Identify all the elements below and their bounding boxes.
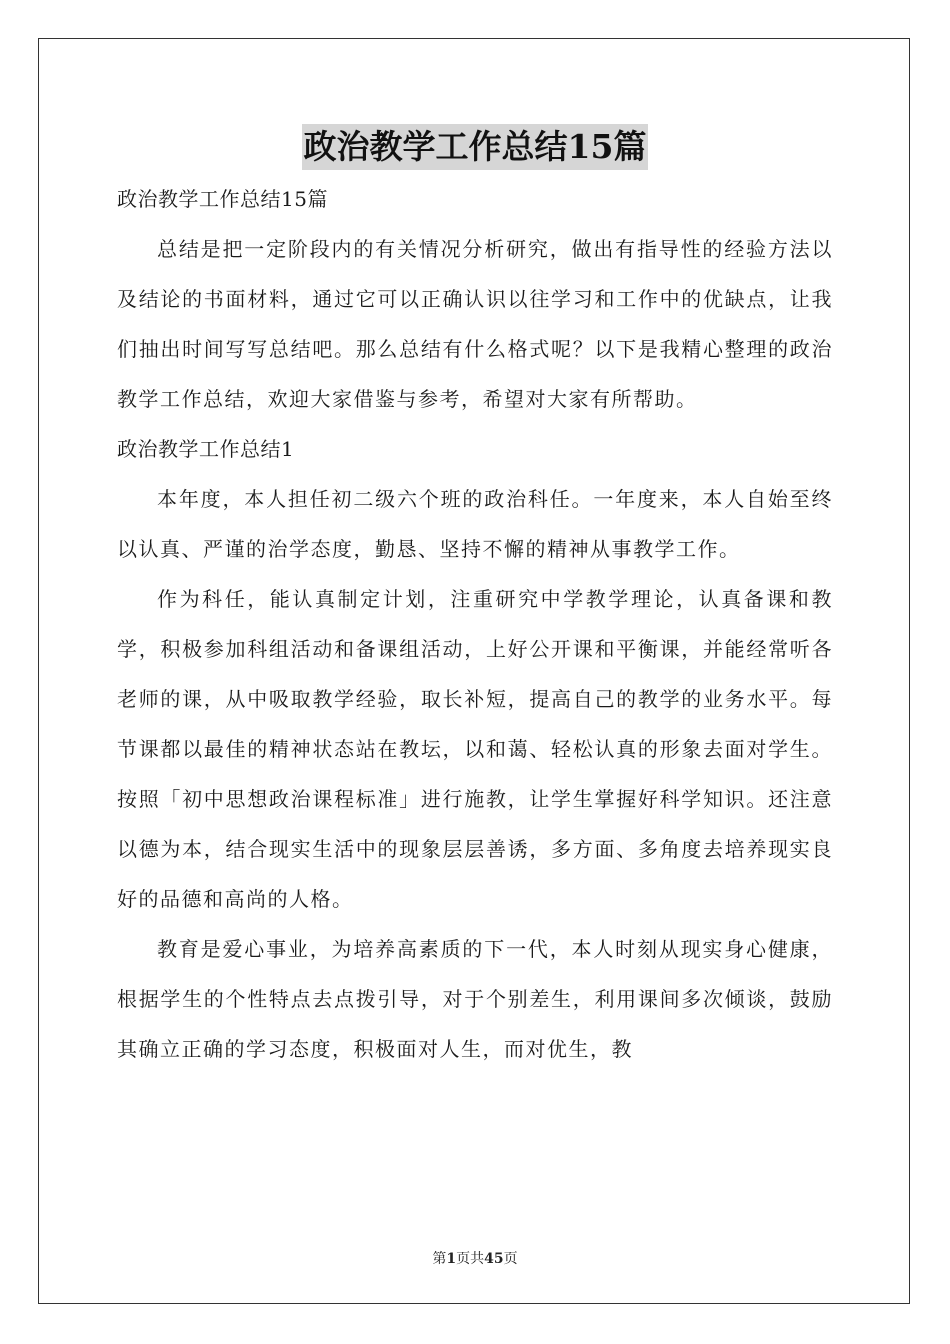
page-suffix: 页 [456,1251,471,1267]
document-title: 政治教学工作总结15篇 [302,124,649,170]
page-footer [0,1248,950,1268]
total-suffix: 页 [503,1251,518,1267]
body-paragraph: 作为科任，能认真制定计划，注重研究中学教学理论，认真备课和教学，积极参加科组活动和备课组活动，上好公开课和平衡课，并能经常听各老师的课，从中吸取教学经验，取长补短，提高自己的教学的业务水平。每节课都以最佳的精神状态站在教坛，以和蔼、轻松认真的形象去面对学生。按照「初中思想政治课程标准」进行施教，让学生掌握好科学知识。还注意以德为本，结合现实生活中的现象层层善诱，多方面、多角度去培养现实良好的品德和高尚的人格。 [117,587,833,911]
body-paragraph: 本年度，本人担任初二级六个班的政治科任。一年度来，本人自始至终以认真、严谨的治学态度，勤恳、坚持不懈的精神从事教学工作。 [117,487,833,561]
document-body [117,174,833,1074]
total-prefix: 共 [470,1251,485,1267]
title-wrap [0,124,950,170]
body-paragraph: 教育是爱心事业，为培养高素质的下一代，本人时刻从现实身心健康，根据学生的个性特点去点拨引导，对于个别差生，利用课间多次倾谈，鼓励其确立正确的学习态度，积极面对人生，而对优生，教 [117,937,833,1061]
section-heading: 政治教学工作总结1 [117,437,295,461]
page-prefix: 第 [432,1251,447,1267]
page-current: 1 [446,1251,457,1267]
section-heading: 政治教学工作总结15篇 [117,187,328,211]
total-pages: 45 [484,1251,504,1267]
body-paragraph: 总结是把一定阶段内的有关情况分析研究，做出有指导性的经验方法以及结论的书面材料，通过它可以正确认识以往学习和工作中的优缺点，让我们抽出时间写写总结吧。那么总结有什么格式呢？以下是我精心整理的政治教学工作总结，欢迎大家借鉴与参考，希望对大家有所帮助。 [117,237,833,411]
